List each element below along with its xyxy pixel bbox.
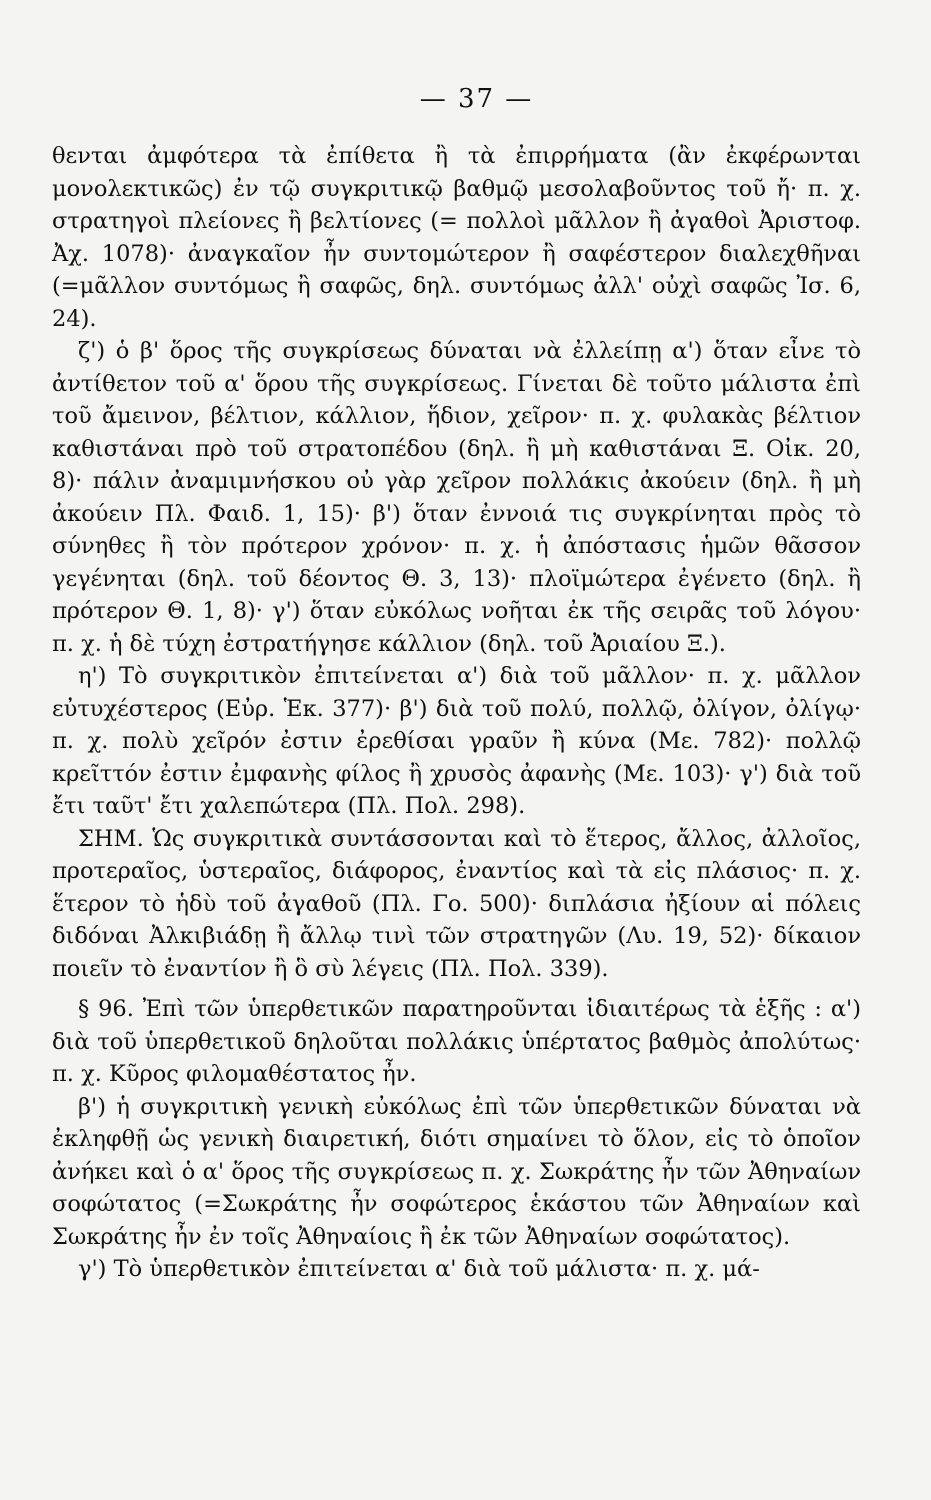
paragraph-eta: η') Τὸ συγκριτικὸν ἐπιτείνεται α') διὰ τοῦ μᾶλλον· π. χ. μᾶλλον εὐτυχέστερος (Εὐρ. Ἑκ. 377)· β') διὰ τοῦ πολύ, πολλῷ, ὀλίγον, ὀλίγῳ· π. χ. πολὺ χεῖρόν ἐστιν ἐρεθίσαι γραῦν ἢ κύνα (Με. 782)· πολλῷ κρεῖττόν ἐστιν ἐμφανὴς φίλος ἢ χρυσὸς ἀφανὴς (Με. 103)· γ') διὰ τοῦ ἔτι ταῦτ' ἔτι χαλεπώτερα (Πλ. Πολ. 298). <box>52 663 861 819</box>
page-number: — 37 — <box>419 84 534 114</box>
section-96-gamma: γ') Τὸ ὑπερθετικὸν ἐπιτείνεται α' διὰ τοῦ μάλιστα· π. χ. μά- <box>78 1256 760 1282</box>
body-text <box>52 140 861 1286</box>
paragraph-zeta: ζ') ὁ β' ὅρος τῆς συγκρίσεως δύναται νὰ ἐλλείπῃ α') ὅταν εἶνε τὸ ἀντίθετον τοῦ α' ὅρου τῆς συγκρίσεως. Γίνεται δὲ τοῦτο μάλιστα ἐπὶ τοῦ ἄμεινον, βέλτιον, κάλλιον, ἥδιον, χεῖρον· π. χ. φυλακὰς βέλτιον καθιστάναι πρὸ τοῦ στρατοπέδου (δηλ. ἢ μὴ καθιστάναι Ξ. Οἰκ. 20, 8)· πάλιν ἀναμιμνήσκου οὐ γὰρ χεῖρον πολλάκις ἀκούειν (δηλ. ἢ μὴ ἀκούειν Πλ. Φαιδ. 1, 15)· β') ὅταν ἐννοιά τις συγκρίνηται πρὸς τὸ σύνηθες ἢ τὸν πρότερον χρόνον· π. χ. ἡ ἀπόστασις ἡμῶν θᾶσσον γεγένηται (δηλ. τοῦ δέοντος Θ. 3, 13)· πλοϊμώτερα ἐγένετο (δηλ. ἢ πρότερον Θ. 1, 8)· γ') ὅταν εὐκόλως νοῆται ἐκ τῆς σειρᾶς τοῦ λόγου· π. χ. ἡ δὲ τύχη ἐστρατήγησε κάλλιον (δηλ. τοῦ Ἀριαίου Ξ.). <box>52 338 861 657</box>
note-paragraph: ΣΗΜ. Ὡς συγκριτικὰ συντάσσονται καὶ τὸ ἕτερος, ἄλλος, ἀλλοῖος, προτεραῖος, ὑστεραῖος, διάφορος, ἐναντίος καὶ τὰ εἰς πλάσιος· π. χ. ἕτερον τὸ ἡδὺ τοῦ ἀγαθοῦ (Πλ. Γο. 500)· διπλάσια ἠξίουν αἱ πόλεις διδόναι Ἀλκιβιάδῃ ἢ ἄλλῳ τινὶ τῶν στρατηγῶν (Λυ. 19, 52)· δίκαιον ποιεῖν τὸ ἐναντίον ἢ ὃ σὺ λέγεις (Πλ. Πολ. 339). <box>52 825 861 982</box>
section-96-heading: § 96. Ἐπὶ τῶν ὑπερθετικῶν παρατηροῦνται ἰδιαιτέρως τὰ ἑξῆς : α') διὰ τοῦ ὑπερθετικοῦ δηλοῦται πολλάκις ὑπέρτατος βαθμὸς ἀπολύτως· π. χ. Κῦρος φιλομαθέστατος ἦν. <box>52 996 861 1087</box>
paragraph-continuation: θενται ἀμφότερα τὰ ἐπίθετα ἢ τὰ ἐπιρρήματα (ἂν ἐκφέρωνται μονολεκτικῶς) ἐν τῷ συγκριτικῷ βαθμῷ μεσολαβοῦντος τοῦ ἤ· π. χ. στρατηγοὶ πλείονες ἢ βελτίονες (= πολλοὶ μᾶλλον ἢ ἀγαθοὶ Ἀριστοφ. Ἀχ. 1078)· ἀναγκαῖον ἦν συντομώτερον ἢ σαφέστερον διαλεχθῆναι (=μᾶλλον συντόμως ἢ σαφῶς, δηλ. συντόμως ἀλλ' οὐχὶ σαφῶς Ἰσ. 6, 24). <box>52 143 861 332</box>
section-96-beta: β') ἡ συγκριτικὴ γενικὴ εὐκόλως ἐπὶ τῶν ὑπερθετικῶν δύναται νὰ ἐκληφθῇ ὡς γενικὴ διαιρετική, διότι σημαίνει τὸ ὅλον, εἰς τὸ ὁποῖον ἀνήκει καὶ ὁ α' ὅρος τῆς συγκρίσεως π. χ. Σωκράτης ἦν τῶν Ἀθηναίων σοφώτατος (=Σωκράτης ἦν σοφώτερος ἑκάστου τῶν Ἀθηναίων καὶ Σωκράτης ἦν ἐν τοῖς Ἀθηναίοις ἢ ἐκ τῶν Ἀθηναίων σοφώτατος). <box>52 1093 861 1250</box>
